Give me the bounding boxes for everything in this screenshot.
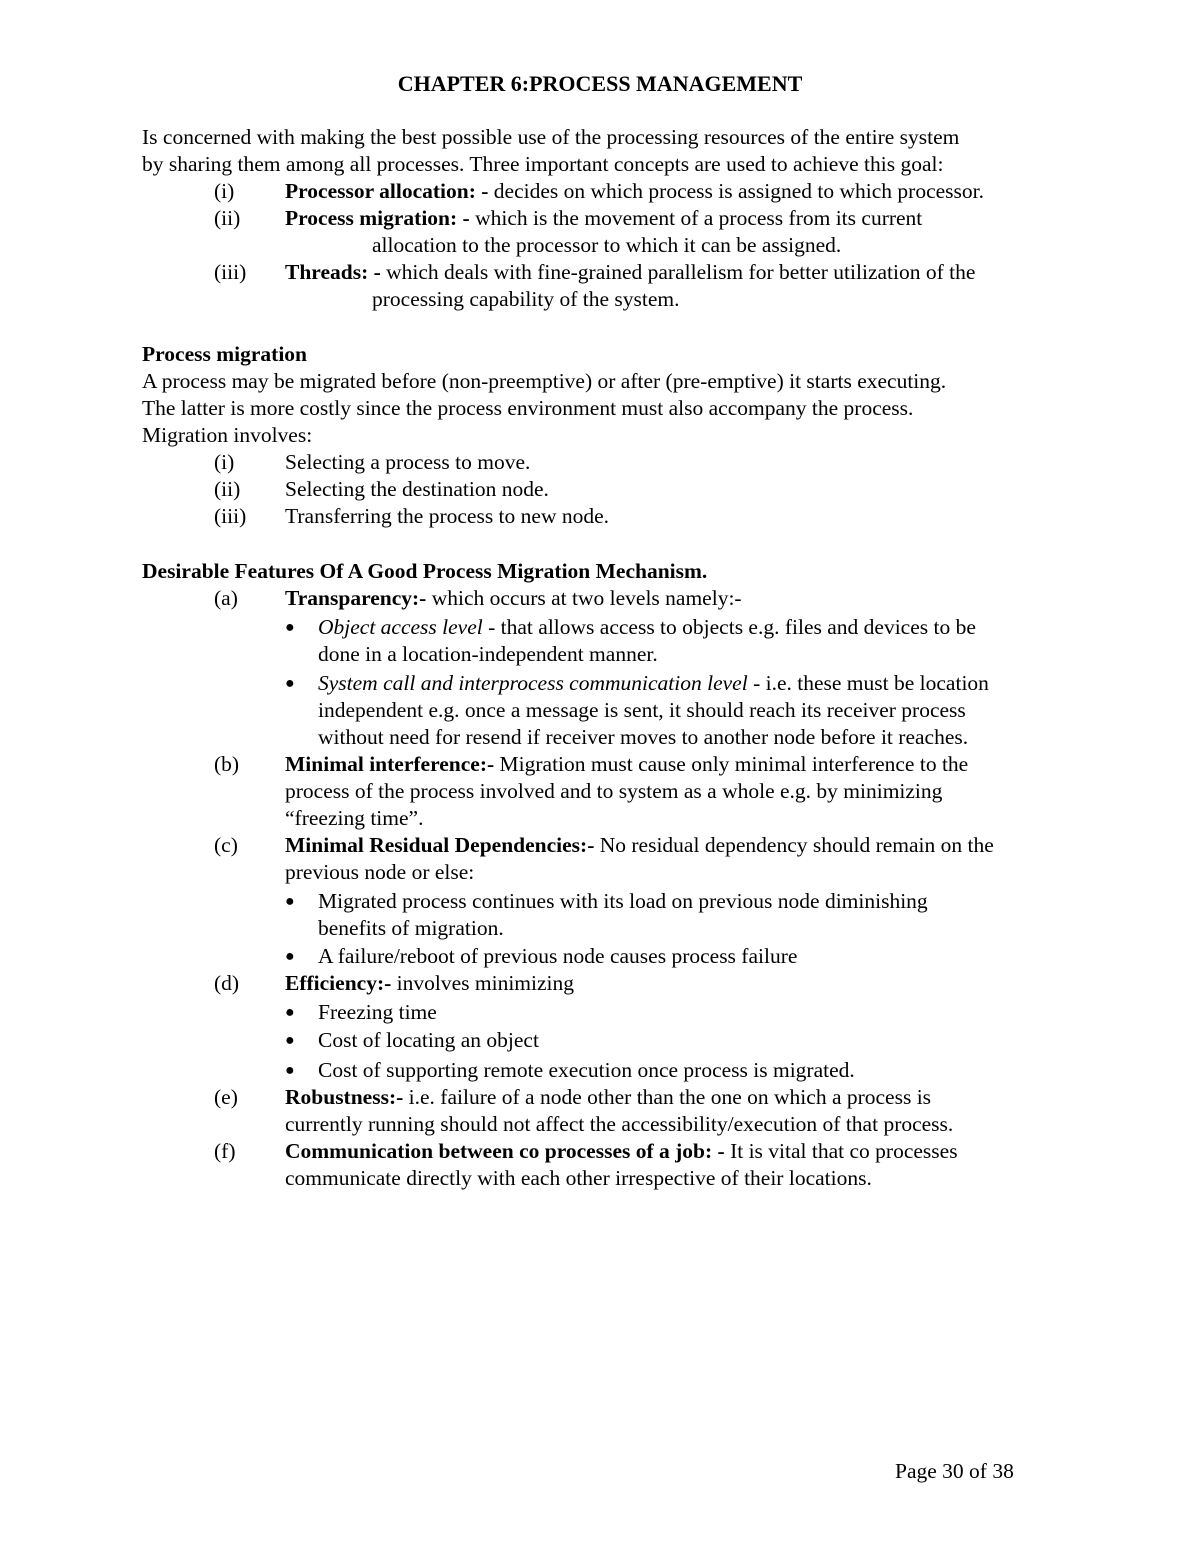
feature-a-bullet-1 (318, 614, 976, 641)
intro-line-1: Is concerned with making the best possible use of the processing resources of the entire system (142, 125, 960, 149)
feature-c-text: No residual dependency should remain on the (594, 833, 994, 857)
feature-a-bullet-2-text: - i.e. these must be location (747, 671, 989, 695)
feature-b-text: Migration must cause only minimal interference to the (494, 752, 969, 776)
concept-2-number: (ii) (214, 206, 241, 230)
concept-1-text: decides on which process is assigned to which processor. (488, 179, 985, 203)
bullet-icon: ● (285, 1032, 295, 1049)
feature-e (285, 1084, 931, 1111)
concept-1-label: Processor allocation: - (285, 179, 489, 203)
intro-line-2: by sharing them among all processes. Three important concepts are used to achieve this goal: (142, 152, 944, 176)
feature-a-bullet-2-continuation-1: independent e.g. once a message is sent, it should reach its receiver process (318, 698, 966, 722)
concept-2-continuation: allocation to the processor to which it can be assigned. (372, 233, 842, 257)
bullet-icon: ● (285, 1062, 295, 1079)
feature-d-bullet-3: Cost of supporting remote execution once process is migrated. (318, 1058, 855, 1082)
concept-3-continuation: processing capability of the system. (372, 287, 680, 311)
concept-2-text: which is the movement of a process from its current (469, 206, 923, 230)
feature-c-label: Minimal Residual Dependencies:- (285, 833, 595, 857)
feature-b (285, 751, 968, 778)
feature-a-text: which occurs at two levels namely:- (426, 586, 742, 610)
feature-b-continuation-2: “freezing time”. (285, 806, 424, 830)
bullet-icon: ● (285, 893, 295, 910)
bullet-icon: ● (285, 675, 295, 692)
feature-c (285, 832, 994, 859)
section-heading-desirable-features: Desirable Features Of A Good Process Migration Mechanism. (142, 559, 708, 583)
feature-a-bullet-1-text: - that allows access to objects e.g. files and devices to be (482, 615, 976, 639)
feature-e-continuation: currently running should not affect the accessibility/execution of that process. (285, 1112, 954, 1136)
concept-1 (285, 178, 984, 205)
concept-2 (285, 205, 922, 232)
feature-d-number: (d) (214, 971, 240, 995)
feature-a-bullet-1-em: Object access level (318, 615, 483, 639)
feature-d (285, 970, 574, 997)
feature-f-text: It is vital that co processes (724, 1139, 958, 1163)
feature-e-label: Robustness:- (285, 1085, 404, 1109)
feature-f (285, 1138, 958, 1165)
feature-c-bullet-1-continuation: benefits of migration. (318, 916, 504, 940)
feature-b-continuation-1: process of the process involved and to system as a whole e.g. by minimizing (285, 779, 943, 803)
feature-b-number: (b) (214, 752, 240, 776)
feature-e-number: (e) (214, 1085, 238, 1109)
feature-c-bullet-1: Migrated process continues with its load on previous node diminishing (318, 889, 928, 913)
migration-step-1: Selecting a process to move. (285, 450, 531, 474)
feature-a-bullet-1-continuation: done in a location-independent manner. (318, 642, 658, 666)
feature-c-bullet-2: A failure/reboot of previous node causes process failure (318, 944, 798, 968)
feature-a-label: Transparency:- (285, 586, 427, 610)
migration-paragraph-line-1: A process may be migrated before (non-preemptive) or after (pre-emptive) it starts executing. (142, 369, 947, 393)
concept-1-number: (i) (214, 179, 235, 203)
migration-step-2-number: (ii) (214, 477, 241, 501)
migration-step-3: Transferring the process to new node. (285, 504, 610, 528)
section-heading-process-migration: Process migration (142, 342, 307, 366)
concept-3-text: which deals with fine-grained parallelism for better utilization of the (380, 260, 976, 284)
bullet-icon: ● (285, 1004, 295, 1021)
page-number: Page 30 of 38 (895, 1459, 1014, 1483)
migration-step-3-number: (iii) (214, 504, 247, 528)
concept-3-number: (iii) (214, 260, 247, 284)
concept-3-label: Threads: - (285, 260, 381, 284)
migration-paragraph-line-3: Migration involves: (142, 423, 313, 447)
feature-a-bullet-2-continuation-2: without need for resend if receiver moves to another node before it reaches. (318, 725, 969, 749)
feature-a-bullet-2-em: System call and interprocess communication level (318, 671, 748, 695)
feature-b-label: Minimal interference:- (285, 752, 495, 776)
feature-f-number: (f) (214, 1139, 236, 1163)
bullet-icon: ● (285, 948, 295, 965)
feature-a-bullet-2 (318, 670, 989, 697)
migration-paragraph-line-2: The latter is more costly since the process environment must also accompany the process. (142, 396, 914, 420)
feature-d-text: involves minimizing (391, 971, 575, 995)
bullet-icon: ● (285, 619, 295, 636)
feature-a (285, 585, 742, 612)
feature-c-continuation: previous node or else: (285, 860, 475, 884)
feature-e-text: i.e. failure of a node other than the one on which a process is (403, 1085, 932, 1109)
migration-step-1-number: (i) (214, 450, 235, 474)
concept-3 (285, 259, 975, 286)
feature-f-label: Communication between co processes of a job: - (285, 1139, 725, 1163)
feature-a-number: (a) (214, 586, 238, 610)
feature-d-bullet-2: Cost of locating an object (318, 1028, 539, 1052)
feature-d-bullet-1: Freezing time (318, 1000, 437, 1024)
feature-c-number: (c) (214, 833, 238, 857)
page-title: CHAPTER 6:PROCESS MANAGEMENT (397, 71, 803, 96)
migration-step-2: Selecting the destination node. (285, 477, 549, 501)
concept-2-label: Process migration: - (285, 206, 470, 230)
feature-f-continuation: communicate directly with each other irrespective of their locations. (285, 1166, 872, 1190)
feature-d-label: Efficiency:- (285, 971, 392, 995)
